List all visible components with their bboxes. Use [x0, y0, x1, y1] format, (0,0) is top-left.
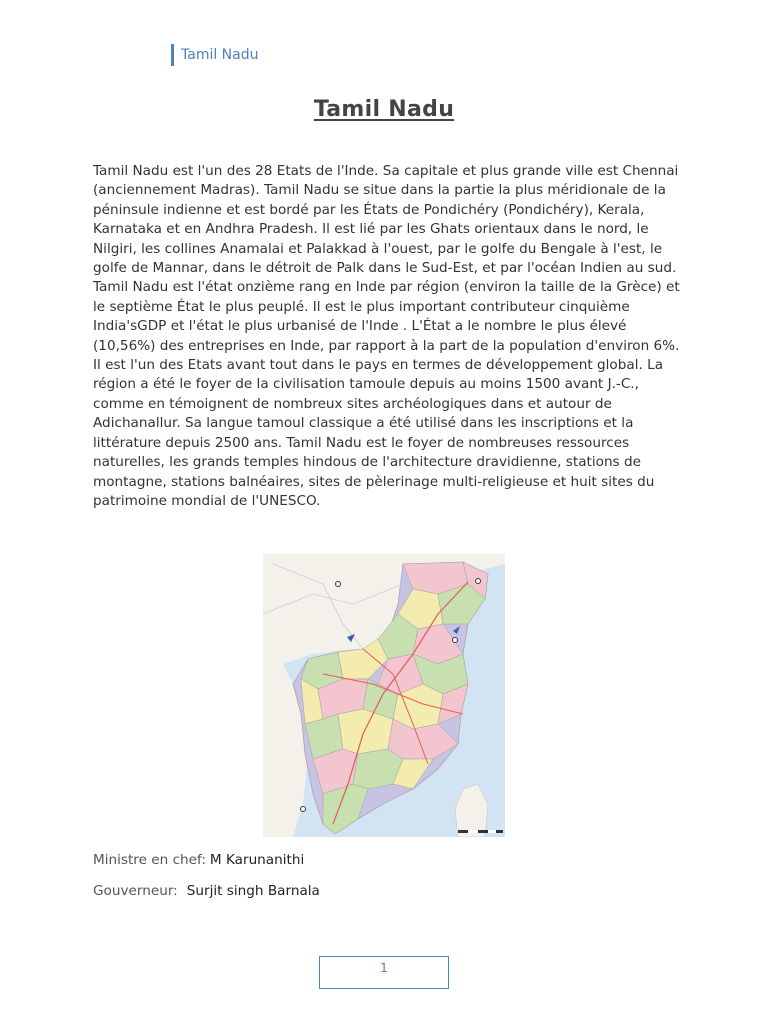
governor-row	[93, 883, 320, 899]
governor-label: Gouverneur:	[93, 883, 178, 899]
page-number-box	[319, 956, 449, 989]
governor-value: Surjit singh Barnala	[186, 883, 320, 899]
header-tab-label: Tamil Nadu	[181, 47, 259, 63]
page-number: 1	[380, 961, 388, 975]
chief-minister-label: Ministre en chef:	[93, 852, 206, 868]
tamil-nadu-map-image	[263, 554, 505, 837]
chief-minister-row	[93, 852, 304, 868]
tamil-nadu-map-icon	[263, 554, 505, 837]
header-tab	[171, 44, 259, 66]
chief-minister-value: M Karunanithi	[209, 852, 305, 868]
body-paragraph: Tamil Nadu est l'un des 28 Etats de l'Inde. Sa capitale et plus grande ville est Chennai (anciennement Madras). Tamil Nadu se situe dans la partie la plus méridionale de la péninsule indienne et est bordé par les États de Pondichéry (Pondichéry), Kerala, Karnataka et en Andhra Pradesh. Il est lié par les Ghats orientaux dans le nord, le Nilgiri, les collines Anamalai et Palakkad à l'ouest, par le golfe du Bengale à l'est, le golfe de Mannar, dans le détroit de Palk dans le Sud-Est, et par l'océan Indien au sud. Tamil Nadu est l'état onzième rang en Inde par région (environ la taille de la Grèce) et le septième État le plus peuplé. Il est le plus important contributeur cinquième India'sGDP et l'état le plus urbanisé de l'Inde . L'État a le nombre le plus élevé (10,56%) des entreprises en Inde, par rapport à la part de la population d'environ 6%. Il est l'un des Etats avant tout dans le pays en termes de développement global. La région a été le foyer de la civilisation tamoule depuis au moins 1500 avant J.-C., comme en témoignent de nombreux sites archéologiques dans et autour de Adichanallur. Sa langue tamoul classique a été utilisé dans les inscriptions et la littérature depuis 2500 ans. Tamil Nadu est le foyer de nombreuses ressources naturelles, les grands temples hindous de l'architecture dravidienne, stations de montagne, stations balnéaires, sites de pèlerinage multi-religieuse et huit sites du patrimoine mondial de l'UNESCO.	[93, 163, 680, 509]
page-title	[0, 87, 768, 124]
page-title-text: Tamil Nadu	[313, 97, 455, 122]
